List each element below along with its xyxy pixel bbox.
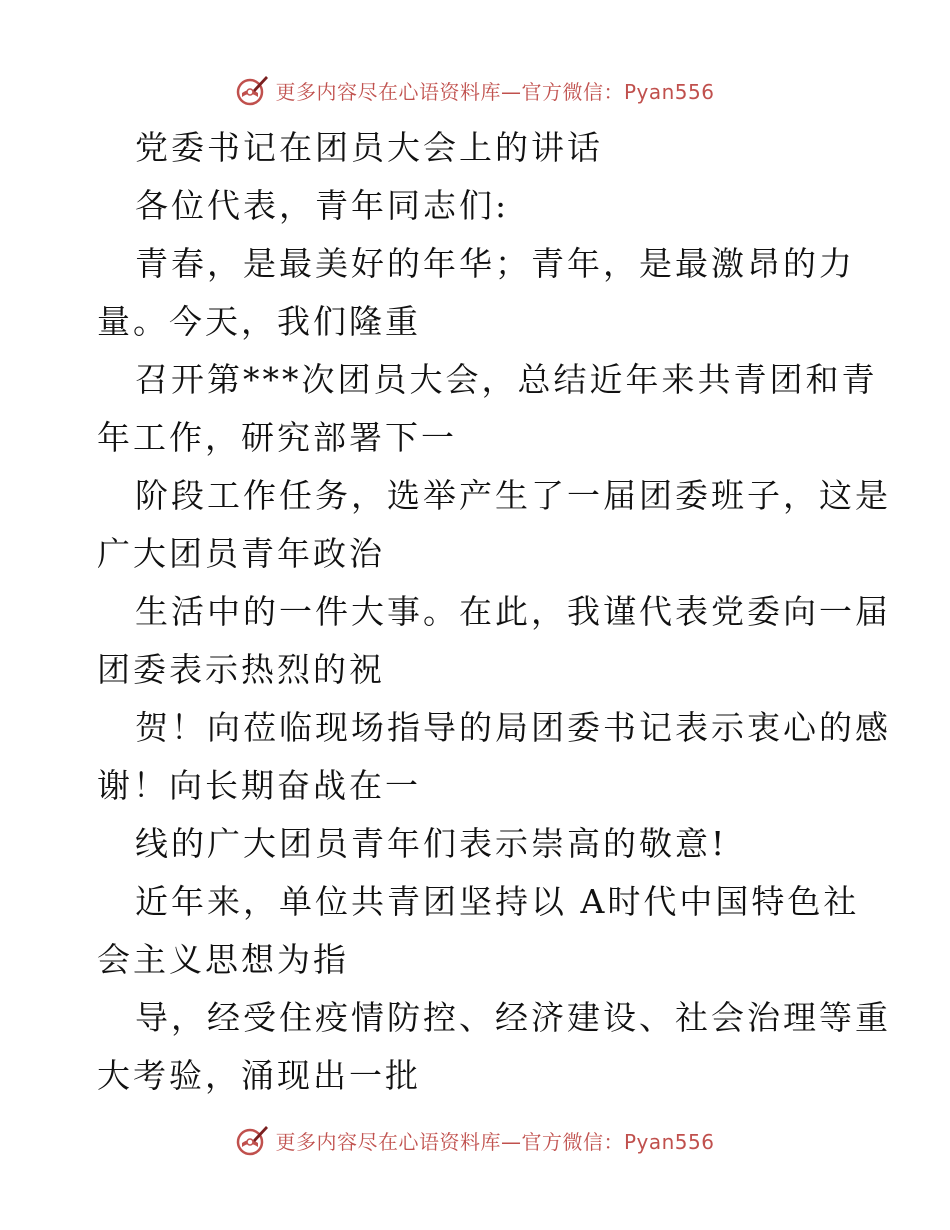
paragraph-line: 会主义思想为指 <box>97 940 349 979</box>
paragraph-line: 召开第***次团员大会，总结近年来共青团和青 <box>135 360 878 399</box>
paragraph-line: 近年来，单位共青团坚持以 A时代中国特色社 <box>135 882 860 921</box>
watermark-text: 更多内容尽在心语资料库—官方微信：Pyan556 <box>275 1129 715 1154</box>
paragraph-line: 导，经受住疫情防控、经济建设、社会治理等重 <box>135 998 891 1037</box>
salutation: 各位代表，青年同志们: <box>135 186 510 225</box>
paragraph-line: 广大团员青年政治 <box>97 534 385 573</box>
document-title: 党委书记在团员大会上的讲话 <box>135 128 603 167</box>
paragraph-line: 阶段工作任务，选举产生了一届团委班子，这是 <box>135 476 891 515</box>
paragraph-line: 大考验，涌现出一批 <box>97 1056 421 1095</box>
paragraph-line: 谢！向长期奋战在一 <box>97 766 421 805</box>
paragraph-line: 量。今天，我们隆重 <box>97 302 421 341</box>
paragraph-line: 青春，是最美好的年华；青年，是最激昂的力 <box>135 244 855 283</box>
header-watermark <box>0 70 950 110</box>
paragraph-line: 年工作，研究部署下一 <box>97 418 457 457</box>
paragraph-line: 团委表示热烈的祝 <box>97 650 385 689</box>
book-quill-logo-icon <box>235 1123 269 1157</box>
footer-watermark <box>0 1120 950 1160</box>
book-quill-logo-icon <box>235 73 269 107</box>
paragraph-line: 生活中的一件大事。在此，我谨代表党委向一届 <box>135 592 891 631</box>
watermark-text: 更多内容尽在心语资料库—官方微信：Pyan556 <box>275 79 715 104</box>
paragraph-line: 线的广大团员青年们表示崇高的敬意! <box>135 824 728 863</box>
paragraph-line: 贺！向莅临现场指导的局团委书记表示衷心的感 <box>135 708 891 747</box>
